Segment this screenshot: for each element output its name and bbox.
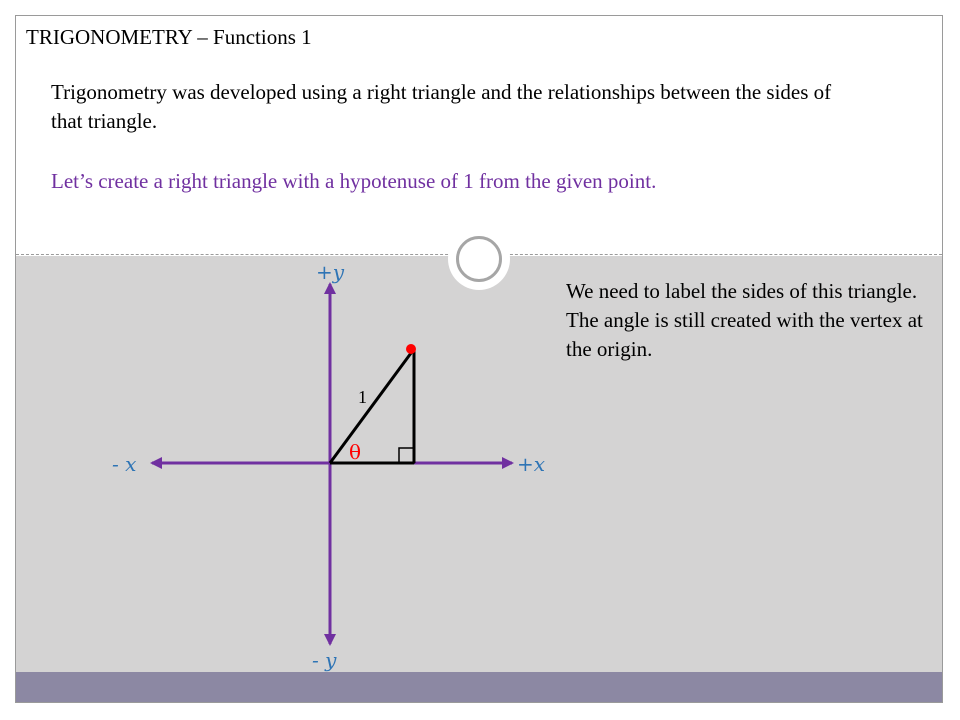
neg-y-label: - y bbox=[312, 648, 337, 672]
highlight-text: Let’s create a right triangle with a hypotenuse of 1 from the given point. bbox=[51, 169, 657, 193]
slide-title: TRIGONOMETRY – Functions 1 bbox=[26, 25, 312, 49]
note-text: We need to label the sides of this triangle. The angle is still created with the vertex at the origin. bbox=[566, 279, 923, 361]
intro-text: Trigonometry was developed using a right triangle and the relationships between the sides of that triangle. bbox=[51, 80, 832, 133]
triangle-hypotenuse bbox=[330, 349, 414, 463]
given-point bbox=[406, 344, 416, 354]
coordinate-diagram bbox=[16, 16, 943, 703]
pos-y-label: +y bbox=[316, 260, 345, 284]
slide bbox=[15, 15, 943, 703]
neg-x-label: - x bbox=[112, 452, 137, 476]
angle-theta-label: θ bbox=[349, 440, 362, 464]
pos-x-label: +x bbox=[517, 452, 546, 476]
hypotenuse-label: 1 bbox=[358, 387, 367, 407]
right-angle-marker bbox=[399, 448, 414, 463]
